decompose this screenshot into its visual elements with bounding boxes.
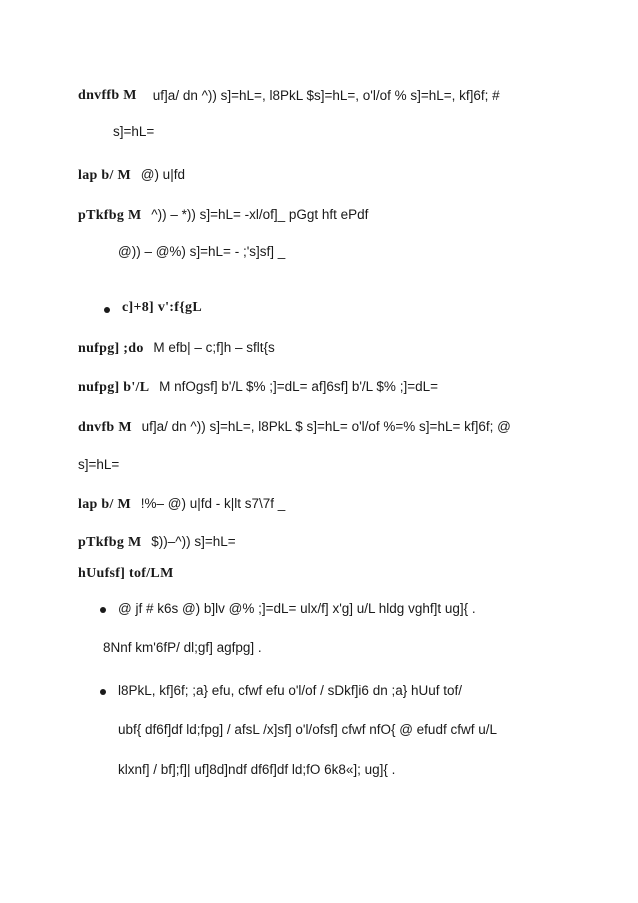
line-text: 8Nnf km'6fP/ dl;gf] agfpg] . [103,640,262,655]
text-line [118,600,476,618]
text-line [78,418,560,437]
line-text: M nfOgsf] b'/L $% ;]=dL= af]6sf] b'/L $% ;]=dL= [159,379,438,394]
section-heading: hUufsf] tof/LM [78,566,174,581]
text-line [118,682,560,700]
text-line [78,564,174,583]
term-label: nufpg] ;do [78,341,144,356]
term-label: pTkfbg M [78,208,142,223]
bullet-icon [100,689,106,695]
line-text: s]=hL= [113,124,155,139]
term-label: lap b/ M [78,168,131,183]
bullet-icon [104,307,110,313]
line-text: M efb| – c;f]h – sflt{s [153,340,275,355]
text-line [78,378,438,397]
text-line [78,495,285,514]
line-text: ubf{ df6f]df ld;fpg] / afsL /x]sf] o'l/ofsf] cfwf nfO{ @ efudf cfwf u/L [118,722,497,737]
section-heading: c]+8] v':f{gL [122,300,202,315]
term-label: nufpg] b'/L [78,380,150,395]
term-label: dnvffb M [78,88,137,103]
line-text: @ jf # k6s @) b]lv @% ;]=dL= ulx/f] x'g] u/L hldg vghf]t ug]{ . [118,601,476,616]
text-line [78,456,119,474]
text-line [78,166,185,185]
line-text: @)) – @%) s]=hL= - ;'s]sf] _ [118,244,286,259]
text-line [103,639,262,657]
text-line [122,298,202,317]
line-text: uf]a/ dn ^)) s]=hL=, l8PkL $ s]=hL= o'l/of %=% s]=hL= kf]6f; @ [141,419,511,434]
term-label: dnvfb M [78,420,132,435]
line-text: @) u|fd [140,167,185,182]
text-line [118,721,560,739]
text-line [118,761,395,779]
term-label: lap b/ M [78,497,131,512]
line-text: ^)) – *)) s]=hL= -xl/of]_ pGgt hft ePdf [151,207,369,222]
text-line [78,87,560,105]
text-line [118,243,285,261]
line-text: l8PkL, kf]6f; ;a} efu, cfwf efu o'l/of / sDkf]i6 dn ;a} hUuf tof/ [118,683,463,698]
line-text: s]=hL= [78,457,120,472]
text-line [78,339,275,358]
line-text-content: uf]a/ dn ^)) s]=hL=, l8PkL $s]=hL=, o'l/of % s]=hL=, kf]6f; # [152,88,500,103]
text-line [113,123,154,141]
bullet-icon [100,607,106,613]
term-label: pTkfbg M [78,535,142,550]
line-text: $))–^)) s]=hL= [151,534,236,549]
text-line [78,206,368,225]
line-text: klxnf] / bf];f]| uf]8d]ndf df6f]df ld;fO 6k8«]; ug]{ . [118,762,396,777]
text-line [78,533,236,552]
line-text [153,87,560,105]
line-text: !%– @) u|fd - k|lt s7\7f _ [140,496,286,511]
